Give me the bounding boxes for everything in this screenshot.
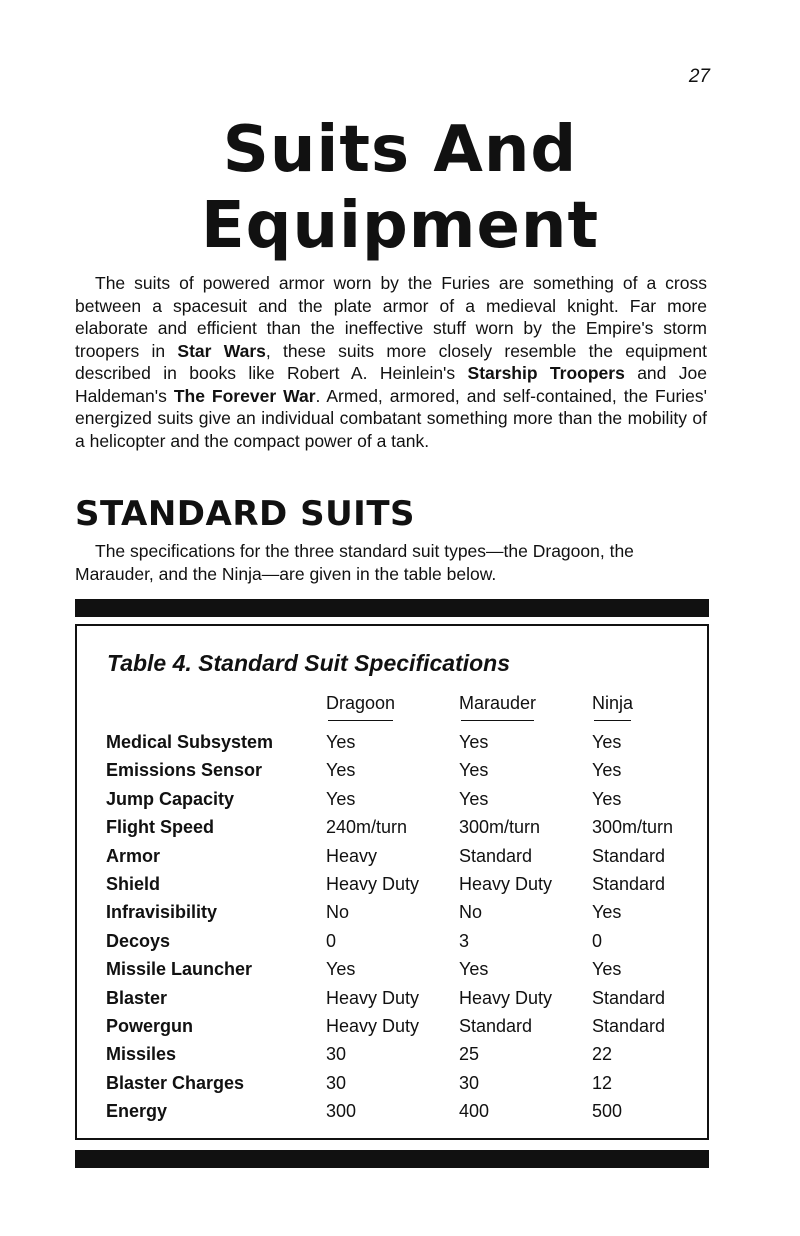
cell-value: Standard <box>592 845 666 866</box>
cell-value: 300m/turn <box>459 817 541 838</box>
row-label: Energy <box>106 1101 168 1122</box>
row-label: Infravisibility <box>106 902 218 923</box>
row-label: Shield <box>106 874 161 894</box>
table-row <box>77 817 707 845</box>
page-title-line-1: Suits And <box>222 113 578 187</box>
cell-value: Heavy Duty <box>459 987 553 1008</box>
top-rule <box>75 599 709 617</box>
cell-value: 0 <box>592 930 603 951</box>
row-label: Armor <box>106 845 161 866</box>
table-row <box>77 1073 707 1101</box>
row-label: Powergun <box>106 1016 194 1036</box>
cell-value: Standard <box>592 1016 666 1036</box>
table-row <box>77 1044 707 1072</box>
cell-value: Heavy <box>326 845 378 866</box>
cell-value: Yes <box>326 732 356 752</box>
cell-value: Yes <box>592 959 622 980</box>
intro-paragraph <box>75 272 707 452</box>
cell-value: 30 <box>459 1072 480 1093</box>
cell-value: Yes <box>592 902 622 923</box>
cell-value: 30 <box>326 1072 347 1093</box>
row-label: Medical Subsystem <box>106 732 274 752</box>
cell-value: 12 <box>592 1072 613 1093</box>
book-title-starship-troopers: Starship Troopers <box>467 363 625 383</box>
cell-value: Standard <box>459 845 533 866</box>
row-label: Blaster Charges <box>106 1072 245 1093</box>
intro-text-3: and Joe Haldeman's <box>75 363 707 406</box>
page-title <box>0 112 800 264</box>
page-number: 27 <box>688 66 710 87</box>
row-label: Emissions Sensor <box>106 760 263 781</box>
table-row <box>77 789 707 817</box>
cell-value: No <box>459 902 483 923</box>
cell-value: 300m/turn <box>592 817 674 838</box>
column-header-marauder: Marauder <box>459 693 537 713</box>
book-title-star-wars: Star Wars <box>177 340 266 361</box>
row-label: Missiles <box>106 1044 177 1065</box>
table-row <box>77 874 707 902</box>
cell-value: Yes <box>326 788 356 809</box>
column-header-ninja: Ninja <box>592 693 634 713</box>
cell-value: Heavy Duty <box>326 1016 420 1036</box>
intro-text-1: The suits of powered armor worn by the Furies are something of a cross between a spacesuit and the plate armor of a medieval knight. Far more elaborate and efficient than the ineffective stuff worn by the Empire's storm troopers in <box>75 273 707 361</box>
table-row <box>77 760 707 788</box>
cell-value: Yes <box>326 959 356 980</box>
page-title-line-2: Equipment <box>200 189 600 263</box>
cell-value: Heavy Duty <box>459 874 553 894</box>
table-row <box>77 1101 707 1129</box>
cell-value: Heavy Duty <box>326 874 420 894</box>
cell-value: No <box>326 902 350 923</box>
row-label: Blaster <box>106 987 168 1008</box>
row-label: Flight Speed <box>106 817 214 838</box>
cell-value: Yes <box>459 732 489 752</box>
cell-value: Yes <box>592 788 622 809</box>
cell-value: Yes <box>459 959 489 980</box>
cell-value: 0 <box>326 930 337 951</box>
section-heading: STANDARD SUITS <box>75 494 416 534</box>
cell-value: Standard <box>592 874 666 894</box>
row-label: Missile Launcher <box>106 959 253 980</box>
cell-value: Yes <box>592 732 622 752</box>
cell-value: Standard <box>459 1016 533 1036</box>
row-label: Decoys <box>106 930 171 951</box>
table-row <box>77 988 707 1016</box>
cell-value: 30 <box>326 1044 347 1065</box>
cell-value: 240m/turn <box>326 817 408 838</box>
cell-value: Yes <box>459 760 489 781</box>
cell-value: 300 <box>326 1101 357 1122</box>
column-header-dragoon: Dragoon <box>326 693 396 713</box>
cell-value: 3 <box>459 930 470 951</box>
table-row <box>77 931 707 959</box>
specifications-table <box>75 624 709 1140</box>
cell-value: Standard <box>592 987 666 1008</box>
cell-value: 25 <box>459 1044 480 1065</box>
row-label: Jump Capacity <box>106 788 235 809</box>
table-row <box>77 732 707 760</box>
table-row <box>77 1016 707 1044</box>
intro-text-2: , these suits more closely resemble the equipment described in books like Robert A. Heinlein's <box>75 340 707 383</box>
intro-text-4: . Armed, armored, and self-contained, the Furies' energized suits give an individual combatant something more than the mobility of a helicopter and the compact power of a tank. <box>75 385 707 451</box>
cell-value: 500 <box>592 1101 623 1122</box>
cell-value: Yes <box>326 760 356 781</box>
cell-value: Yes <box>592 760 622 781</box>
bottom-rule <box>75 1150 709 1168</box>
section-paragraph: The specifications for the three standard suit types—the Dragoon, the Marauder, and the Ninja—are given in the table below. <box>75 541 634 584</box>
table-row <box>77 846 707 874</box>
table-caption: Table 4. Standard Suit Specifications <box>107 650 511 676</box>
book-title-forever-war: The Forever War <box>173 385 316 406</box>
table-row <box>77 902 707 930</box>
cell-value: Heavy Duty <box>326 987 420 1008</box>
table-row <box>77 959 707 987</box>
cell-value: 22 <box>592 1044 613 1065</box>
cell-value: Yes <box>459 788 489 809</box>
cell-value: 400 <box>459 1101 490 1122</box>
